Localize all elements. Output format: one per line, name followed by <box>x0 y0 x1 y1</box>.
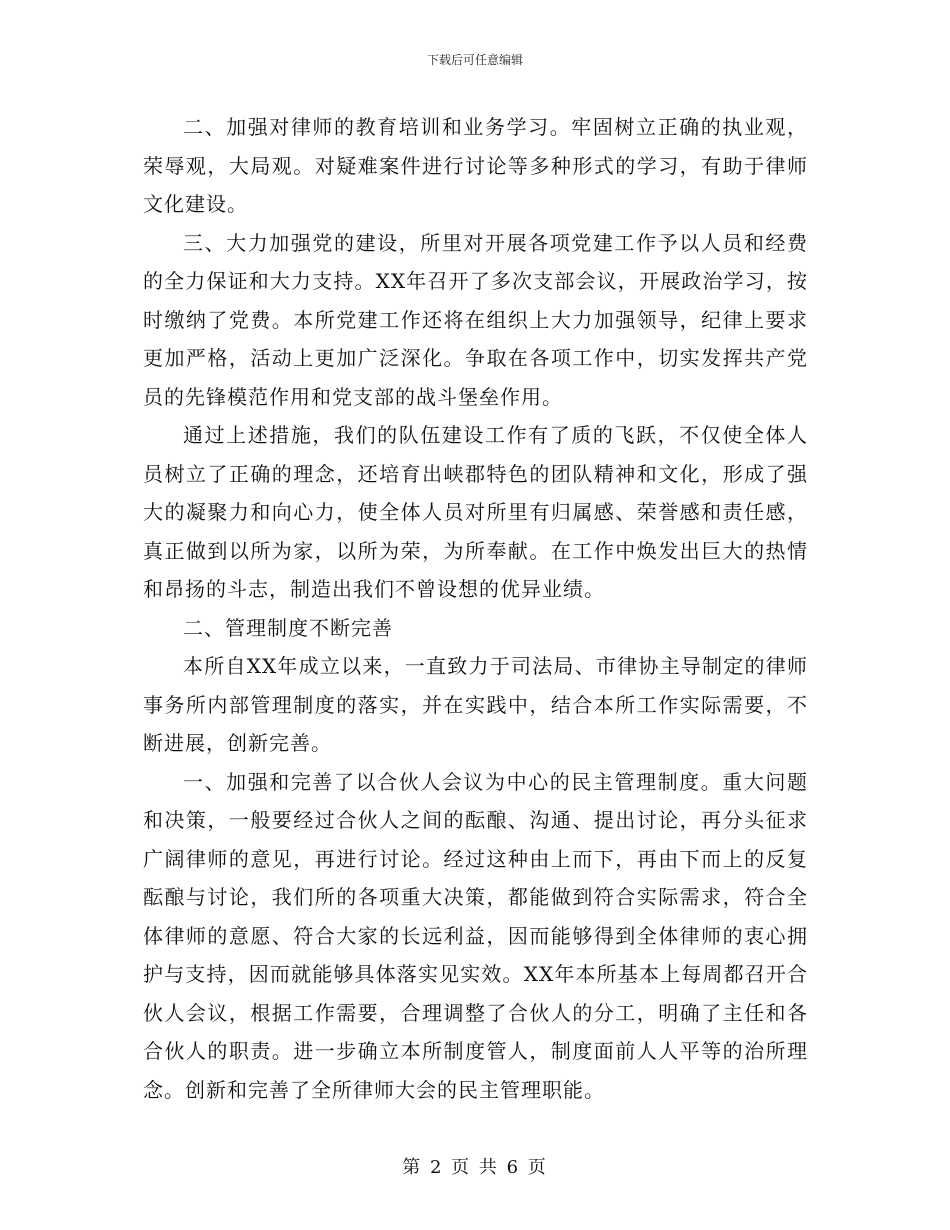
paragraph-management-intro: 本所自XX年成立以来，一直致力于司法局、市律协主导制定的律师事务所内部管理制度的落实，并在实践中，结合本所工作实际需要，不断进展，创新完善。 <box>143 654 808 755</box>
page-header: 下载后可任意编辑 <box>426 53 523 67</box>
paragraph-party-building: 三、大力加强党的建设，所里对开展各项党建工作予以人员和经费的全力保证和大力支持。XX年召开了多次支部会议，开展政治学习，按时缴纳了党费。本所党建工作还将在组织上大力加强领导，纪律上要求更加严格，活动上更加广泛深化。争取在各项工作中，切实发挥共产党员的先锋模范作用和党支部的战斗堡垒作用。 <box>143 230 808 409</box>
paragraph-team-results: 通过上述措施，我们的队伍建设工作有了质的飞跃，不仅使全体人员树立了正确的理念，还培育出峡郡特色的团队精神和文化，形成了强大的凝聚力和向心力，使全体人员对所里有归属感、荣誉感和责任感，真正做到以所为家，以所为荣，为所奉献。在工作中焕发出巨大的热情和昂扬的斗志，制造出我们不曾设想的优异业绩。 <box>143 423 808 601</box>
paragraph-lawyer-training: 二、加强对律师的教育培训和业务学习。牢固树立正确的执业观，荣辱观，大局观。对疑难案件进行讨论等多种形式的学习，有助于律师文化建设。 <box>143 115 808 216</box>
paragraph-partner-meeting: 一、加强和完善了以合伙人会议为中心的民主管理制度。重大问题和决策，一般要经过合伙人之间的酝酿、沟通、提出讨论，再分头征求广阔律师的意见，再进行讨论。经过这种由上而下，再由下而上的反复酝酿与讨论，我们所的各项重大决策，都能做到符合实际需求，符合全体律师的意愿、符合大家的长远利益，因而能够得到全体律师的衷心拥护与支持，因而就能够具体落实见实效。XX年本所基本上每周都召开合伙人会议，根据工作需要，合理调整了合伙人的分工，明确了主任和各合伙人的职责。进一步确立本所制度管人，制度面前人人平等的治所理念。创新和完善了全所律师大会的民主管理职能。 <box>143 769 808 1102</box>
document-body <box>143 108 808 1109</box>
page-number: 第 2 页 共 6 页 <box>402 1157 548 1178</box>
section-heading-management: 二、管理制度不断完善 <box>183 615 393 640</box>
